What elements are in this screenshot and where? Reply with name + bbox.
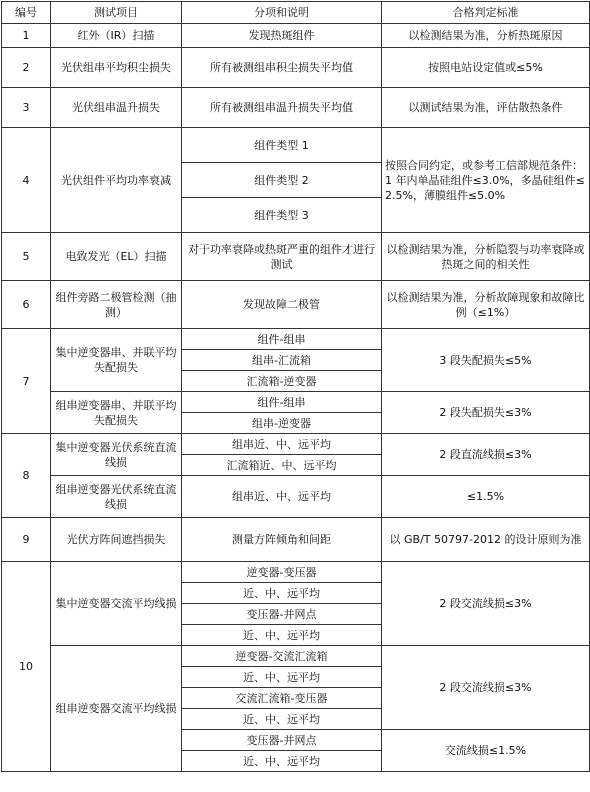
- table-row: [2, 392, 590, 413]
- cell-desc: 组件-组串: [182, 392, 382, 413]
- cell-desc: 逆变器-变压器: [182, 562, 382, 583]
- cell-std: 3 段失配损失≤5%: [382, 329, 590, 392]
- cell-no: 9: [2, 518, 51, 562]
- table-header-row: [2, 2, 590, 24]
- cell-item: 组件旁路二极管检测（抽测）: [51, 281, 182, 329]
- cell-std: 交流线损≤1.5%: [382, 730, 590, 772]
- table-row: [2, 646, 590, 667]
- cell-desc: 交流汇流箱-变压器: [182, 688, 382, 709]
- cell-desc: 变压器-并网点: [182, 604, 382, 625]
- cell-no: 6: [2, 281, 51, 329]
- table-row: [2, 518, 590, 562]
- cell-desc: 所有被测组串温升损失平均值: [182, 88, 382, 128]
- cell-desc: 组串-逆变器: [182, 413, 382, 434]
- cell-desc: 汇流箱近、中、远平均: [182, 455, 382, 476]
- cell-no: 5: [2, 233, 51, 281]
- cell-std: 2 段交流线损≤3%: [382, 646, 590, 730]
- cell-item: 组串逆变器串、并联平均失配损失: [51, 392, 182, 434]
- table-row: [2, 281, 590, 329]
- cell-desc: 对于功率衰降或热斑严重的组件才进行测试: [182, 233, 382, 281]
- cell-item: 集中逆变器光伏系统直流线损: [51, 434, 182, 476]
- table-row: [2, 24, 590, 48]
- cell-item: 光伏方阵间遮挡损失: [51, 518, 182, 562]
- cell-std: 以检测结果为准，分析热斑原因: [382, 24, 590, 48]
- cell-desc: 组件类型 3: [182, 198, 382, 233]
- header-no: 编号: [2, 2, 51, 24]
- table-row: [2, 476, 590, 518]
- cell-std: 2 段交流线损≤3%: [382, 562, 590, 646]
- cell-std: 2 段直流线损≤3%: [382, 434, 590, 476]
- cell-desc: 所有被测组串积尘损失平均值: [182, 48, 382, 88]
- cell-desc: 近、中、远平均: [182, 667, 382, 688]
- table-row: [2, 88, 590, 128]
- cell-desc: 组串近、中、远平均: [182, 476, 382, 518]
- cell-desc: 近、中、远平均: [182, 709, 382, 730]
- cell-item: 集中逆变器串、并联平均失配损失: [51, 329, 182, 392]
- cell-item: 光伏组串平均积尘损失: [51, 48, 182, 88]
- cell-item: 光伏组串温升损失: [51, 88, 182, 128]
- cell-item: 组串逆变器交流平均线损: [51, 646, 182, 772]
- cell-no: 4: [2, 128, 51, 233]
- cell-std: 2 段失配损失≤3%: [382, 392, 590, 434]
- table-row: [2, 128, 590, 163]
- cell-desc: 测量方阵倾角和间距: [182, 518, 382, 562]
- cell-desc: 组串-汇流箱: [182, 350, 382, 371]
- cell-no: 2: [2, 48, 51, 88]
- cell-desc: 组串近、中、远平均: [182, 434, 382, 455]
- cell-item: 光伏组件平均功率衰减: [51, 128, 182, 233]
- cell-desc: 近、中、远平均: [182, 751, 382, 772]
- cell-desc: 发现故障二极管: [182, 281, 382, 329]
- cell-desc: 变压器-并网点: [182, 730, 382, 751]
- cell-desc: 组件类型 1: [182, 128, 382, 163]
- cell-desc: 发现热斑组件: [182, 24, 382, 48]
- table-row: [2, 329, 590, 350]
- cell-item: 红外（IR）扫描: [51, 24, 182, 48]
- cell-std: 以检测结果为准，分析故障现象和故障比例（≤1%）: [382, 281, 590, 329]
- cell-desc: 逆变器-交流汇流箱: [182, 646, 382, 667]
- test-items-table: [1, 1, 590, 772]
- cell-std: 以检测结果为准，分析隐裂与功率衰降或热斑之间的相关性: [382, 233, 590, 281]
- cell-item: 组串逆变器光伏系统直流线损: [51, 476, 182, 518]
- cell-no: 3: [2, 88, 51, 128]
- cell-desc: 近、中、远平均: [182, 583, 382, 604]
- header-desc: 分项和说明: [182, 2, 382, 24]
- cell-no: 7: [2, 329, 51, 434]
- cell-std: ≤1.5%: [382, 476, 590, 518]
- cell-desc: 汇流箱-逆变器: [182, 371, 382, 392]
- cell-no: 1: [2, 24, 51, 48]
- table-row: [2, 48, 590, 88]
- cell-item: 电致发光（EL）扫描: [51, 233, 182, 281]
- cell-desc: 组件类型 2: [182, 163, 382, 198]
- cell-std: 以测试结果为准，评估散热条件: [382, 88, 590, 128]
- cell-item: 集中逆变器交流平均线损: [51, 562, 182, 646]
- table-row: [2, 233, 590, 281]
- cell-desc: 近、中、远平均: [182, 625, 382, 646]
- header-std: 合格判定标准: [382, 2, 590, 24]
- table-row: [2, 562, 590, 583]
- table-row: [2, 434, 590, 455]
- cell-std: 按照合同约定，或参考工信部规范条件： 1 年内单晶硅组件≤3.0%，多晶硅组件≤2.5%，薄膜组件≤5.0%: [382, 128, 590, 233]
- cell-desc: 组件-组串: [182, 329, 382, 350]
- cell-std: 按照电站设定值或≤5%: [382, 48, 590, 88]
- cell-no: 8: [2, 434, 51, 518]
- header-item: 测试项目: [51, 2, 182, 24]
- cell-no: 10: [2, 562, 51, 772]
- cell-std: 以 GB/T 50797-2012 的设计原则为准: [382, 518, 590, 562]
